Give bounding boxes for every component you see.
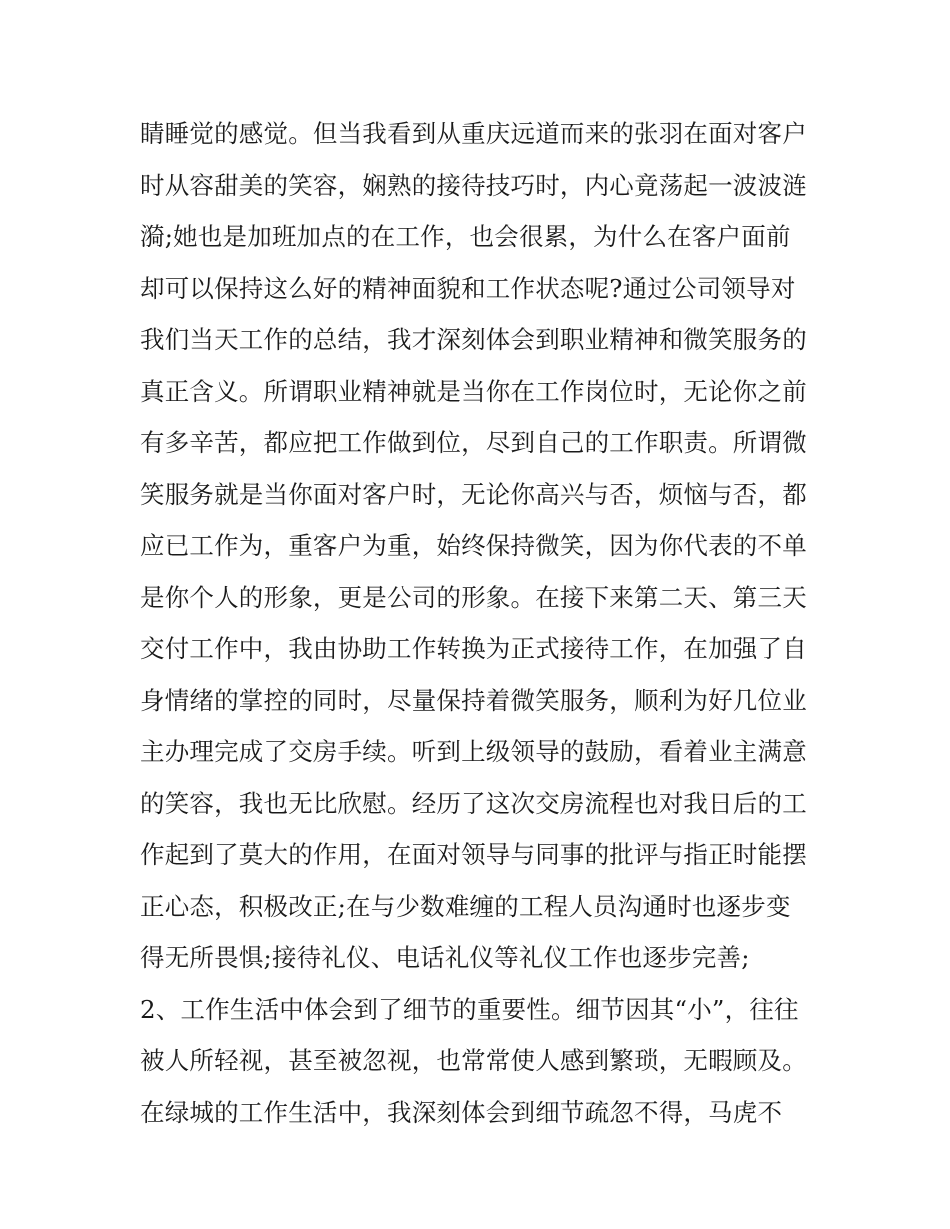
text-line: 是你个人的形象，更是公司的形象。在接下来第二天、第三天: [140, 582, 807, 612]
text-line: 被人所轻视，甚至被忽视，也常常使人感到繁琐，无暇顾及。: [140, 1046, 807, 1075]
text-line: 睛睡觉的感觉。但当我看到从重庆远道而来的张羽在面对客户: [140, 119, 807, 148]
text-line: 正心态，积极改正;在与少数难缠的工程人员沟通时也逐步变: [140, 891, 791, 921]
text-line: 主办理完成了交房手续。听到上级领导的鼓励，看着业主满意: [140, 737, 807, 766]
text-line: 在绿城的工作生活中，我深刻体会到细节疏忽不得，马虎不: [140, 1097, 783, 1127]
text-line: 应已工作为，重客户为重，始终保持微笑，因为你代表的不单: [140, 531, 807, 560]
text-line: 作起到了莫大的作用，在面对领导与同事的批评与指正时能摆: [140, 840, 807, 869]
text-line: 得无所畏惧;接待礼仪、电话礼仪等礼仪工作也逐步完善;: [140, 943, 750, 972]
text-line: 真正含义。所谓职业精神就是当你在工作岗位时，无论你之前: [140, 376, 807, 406]
text-line: 笑服务就是当你面对客户时，无论你高兴与否，烦恼与否，都: [140, 479, 807, 509]
text-line: 有多辛苦，都应把工作做到位，尽到自己的工作职责。所谓微: [140, 428, 807, 457]
section-heading-line: 2、工作生活中体会到了细节的重要性。细节因其“小”，往往: [140, 994, 799, 1024]
text-line: 我们当天工作的总结，我才深刻体会到职业精神和微笑服务的: [140, 325, 807, 354]
text-line: 漪;她也是加班加点的在工作，也会很累，为什么在客户面前: [140, 222, 791, 251]
text-line: 身情绪的掌控的同时，尽量保持着微笑服务，顺利为好几位业: [140, 685, 807, 715]
text-line: 的笑容，我也无比欣慰。经历了这次交房流程也对我日后的工: [140, 788, 807, 818]
text-line: 却可以保持这么好的精神面貌和工作状态呢?通过公司领导对: [140, 273, 796, 303]
body-text: [140, 108, 820, 1138]
text-line: 交付工作中，我由协助工作转换为正式接待工作，在加强了自: [140, 634, 807, 663]
text-line: 时从容甜美的笑容，娴熟的接待技巧时，内心竟荡起一波波涟: [140, 170, 807, 200]
